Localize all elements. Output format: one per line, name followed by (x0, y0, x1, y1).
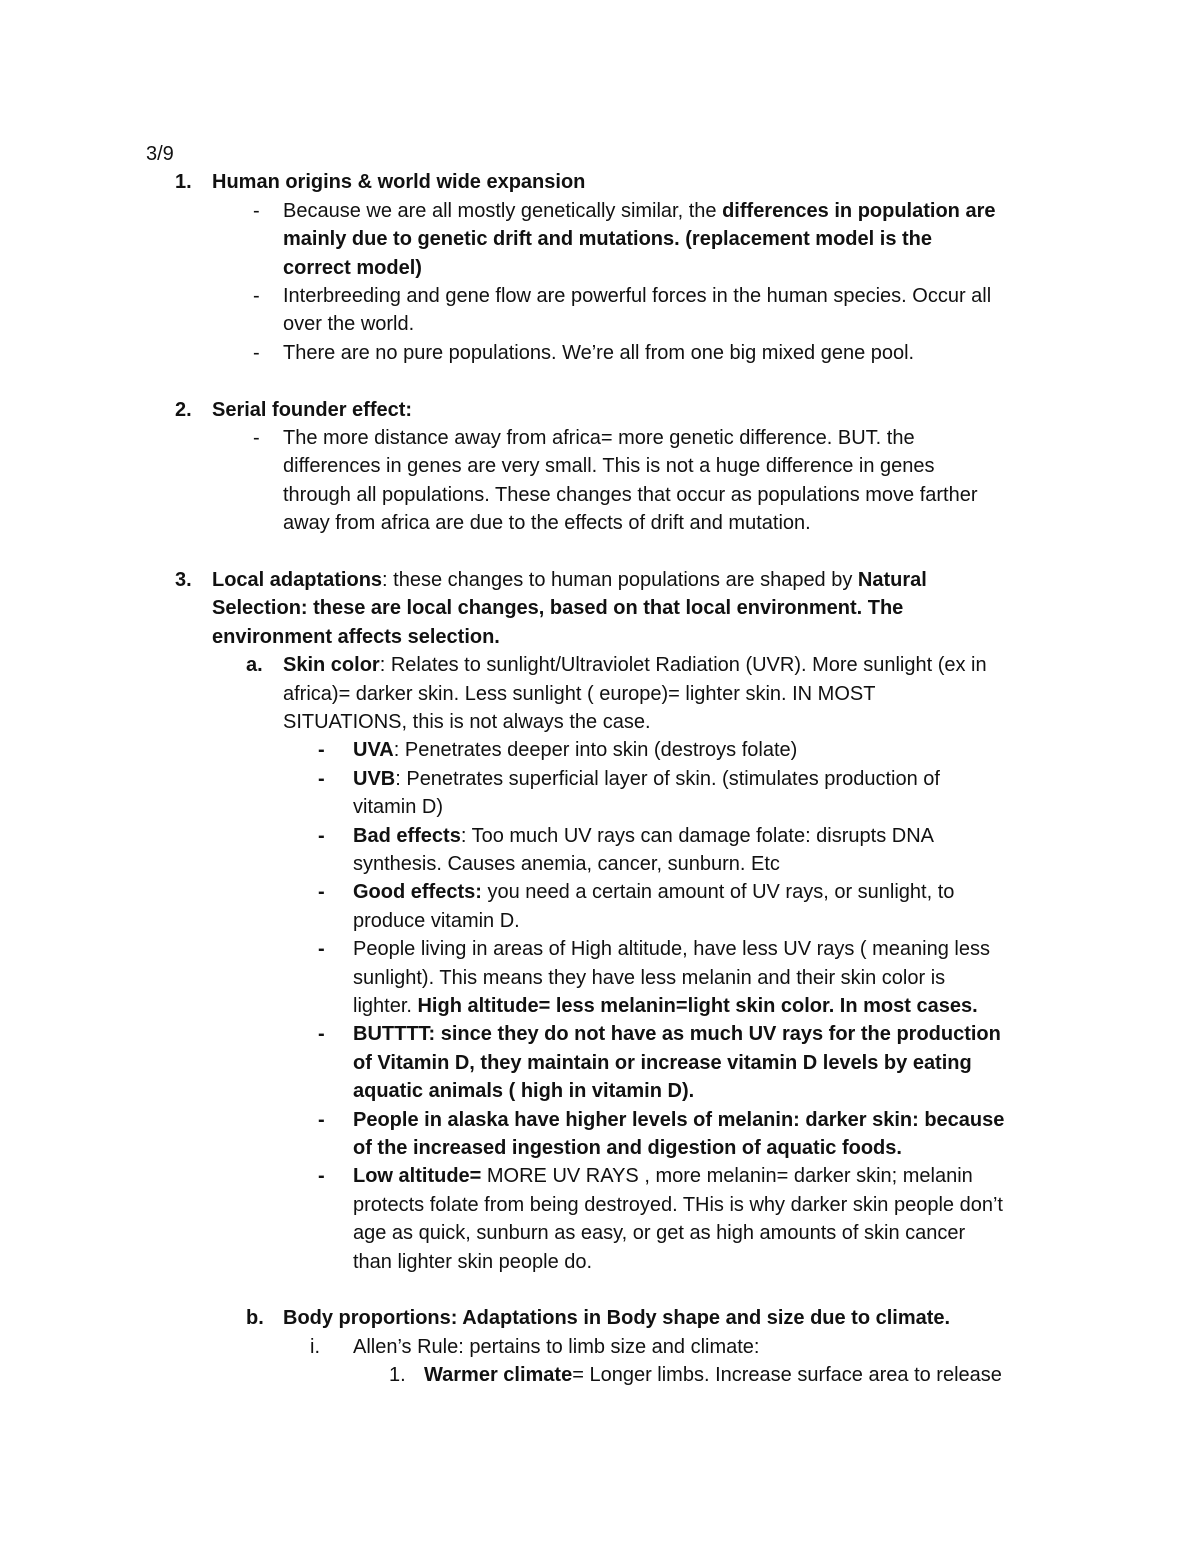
bullet-text (283, 339, 914, 367)
bullet-dash: - (318, 1108, 325, 1131)
text-span: : Relates to sunlight/Ultraviolet Radiation (UVR). More sunlight (ex in (379, 654, 987, 677)
bullet-text (353, 992, 978, 1020)
bold-text: Warmer climate (424, 1364, 573, 1387)
bold-text: UVB (353, 767, 396, 790)
subsection-text (283, 708, 651, 736)
section-text (212, 566, 927, 594)
text-span: Interbreeding and gene flow are powerful forces in the human species. Occur all (283, 285, 992, 307)
bold-text: Human origins & world wide expansion (212, 171, 586, 194)
roman-item-text (353, 1333, 759, 1361)
section-number: 3. (175, 569, 192, 591)
bold-text: of the increased ingestion and digestion of aquatic foods. (353, 1137, 902, 1159)
text-span: MORE UV RAYS , more melanin= darker skin; melanin (481, 1165, 973, 1188)
text-span: There are no pure populations. We’re all from one big mixed gene pool. (283, 341, 915, 364)
bullet-text (283, 197, 995, 225)
bullet-text (353, 907, 520, 935)
bullet-dash: - (318, 767, 325, 790)
text-span: : Penetrates deeper into skin (destroys folate) (393, 739, 798, 762)
bullet-text (353, 1134, 902, 1162)
bold-text: Body proportions: Adaptations in Body shape and size due to climate. (283, 1307, 951, 1330)
subsection-letter: b. (246, 1307, 264, 1330)
subsection-text (283, 680, 875, 708)
bold-text: Serial founder effect: (212, 398, 413, 421)
bold-text: Selection: these are local changes, based on that local environment. The (212, 597, 904, 620)
bullet-text (353, 964, 945, 992)
subsection-letter: a. (246, 654, 263, 677)
bold-text: High altitude= less melanin=light skin color. In most cases. (417, 995, 978, 1017)
section-title (212, 396, 412, 424)
section-title (212, 168, 585, 196)
bullet-text (283, 509, 811, 537)
bold-text: differences in population are (722, 199, 996, 222)
text-span: over the world. (283, 313, 415, 336)
roman-marker: i. (310, 1335, 320, 1358)
text-span: synthesis. Causes anemia, cancer, sunburn. Etc (353, 853, 780, 875)
bullet-text (283, 481, 978, 509)
text-span: than lighter skin people do. (353, 1250, 593, 1273)
bold-text: Good effects: (353, 881, 482, 904)
text-span: : Penetrates superficial layer of skin. (stimulates production of (395, 767, 940, 790)
bold-text: of Vitamin D, they maintain or increase vitamin D levels by eating (353, 1051, 972, 1074)
bold-text: UVA (353, 739, 394, 762)
text-span: lighter. (353, 995, 418, 1017)
bold-text: aquatic animals ( high in vitamin D). (353, 1080, 695, 1103)
bullet-dash: - (318, 1023, 325, 1046)
text-span: Because we are all mostly genetically similar, the (283, 199, 723, 222)
bullet-text (283, 424, 915, 452)
subsection-text (283, 1304, 950, 1332)
bullet-dash: - (318, 881, 325, 904)
bullet-text (353, 1248, 592, 1276)
subsection-text (283, 651, 987, 679)
bullet-dash: - (253, 285, 260, 307)
text-span: sunlight). This means they have less melanin and their skin color is (353, 966, 946, 989)
bullet-text (353, 1049, 972, 1077)
bullet-text (353, 736, 797, 764)
bold-text: mainly due to genetic drift and mutations. (replacement model is the (283, 228, 932, 251)
text-span: age as quick, sunburn as easy, or get as high amounts of skin cancer (353, 1222, 966, 1245)
bullet-text (283, 225, 932, 253)
text-span: produce vitamin D. (353, 909, 520, 932)
text-span: : Too much UV rays can damage folate: disrupts DNA (460, 824, 934, 847)
bold-text: Low altitude= (353, 1165, 482, 1188)
text-span: protects folate from being destroyed. THis is why darker skin people don’t (353, 1193, 1003, 1216)
bullet-dash: - (318, 739, 325, 762)
text-span: = Longer limbs. Increase surface area to release (572, 1364, 1002, 1387)
bullet-text (353, 1106, 1004, 1134)
bold-text: BUTTTT: since they do not have as much UV rays for the production (353, 1023, 1001, 1046)
bullet-dash: - (318, 1165, 325, 1188)
bullet-text (353, 1077, 694, 1105)
bullet-text (353, 850, 780, 878)
text-span: People living in areas of High altitude, have less UV rays ( meaning less (353, 938, 990, 961)
bullet-text (283, 310, 414, 338)
bullet-dash: - (318, 938, 325, 961)
bold-text: Natural (857, 569, 927, 591)
bullet-text (353, 878, 954, 906)
text-span: : these changes to human populations are shaped by (382, 569, 858, 591)
bullet-text (283, 282, 991, 310)
text-span: away from africa are due to the effects of drift and mutation. (283, 512, 811, 535)
bullet-text (283, 254, 422, 282)
numbered-item-text (424, 1361, 1002, 1389)
text-span: through all populations. These changes that occur as populations move farther (283, 483, 978, 506)
section-text (212, 623, 500, 651)
bullet-text (353, 1191, 1003, 1219)
section-number: 2. (175, 398, 192, 421)
bullet-text (353, 765, 940, 793)
bullet-dash: - (253, 199, 260, 222)
text-span: 3/9 (146, 143, 174, 165)
bold-text: Local adaptations (212, 569, 383, 591)
bold-text: People in alaska have higher levels of melanin: darker skin: because (353, 1108, 1005, 1131)
text-span: SITUATIONS, this is not always the case. (283, 711, 651, 733)
bullet-text (353, 1162, 973, 1190)
bullet-dash: - (318, 824, 325, 847)
text-span: The more distance away from africa= more genetic difference. BUT. the (283, 427, 915, 449)
section-number: 1. (175, 171, 192, 194)
date-heading (146, 140, 174, 168)
bullet-dash: - (253, 427, 260, 449)
bullet-dash: - (253, 341, 260, 364)
bold-text: environment affects selection. (212, 625, 500, 648)
bullet-text (353, 1219, 965, 1247)
bullet-text (353, 1020, 1001, 1048)
bold-text: Skin color (283, 654, 380, 677)
text-span: differences in genes are very small. This is not a huge difference in genes (283, 455, 935, 478)
text-span: africa)= darker skin. Less sunlight ( europe)= lighter skin. IN MOST (283, 682, 876, 705)
bullet-text (353, 822, 934, 850)
section-text (212, 594, 903, 622)
bullet-text (353, 793, 443, 821)
bold-text: Bad effects (353, 824, 461, 847)
text-span: vitamin D) (353, 796, 444, 819)
bullet-text (353, 935, 990, 963)
text-span: Allen’s Rule: pertains to limb size and climate: (353, 1335, 760, 1358)
bold-text: correct model) (283, 256, 422, 279)
numbered-marker: 1. (389, 1364, 406, 1387)
bullet-text (283, 452, 935, 480)
text-span: you need a certain amount of UV rays, or sunlight, to (481, 881, 955, 904)
